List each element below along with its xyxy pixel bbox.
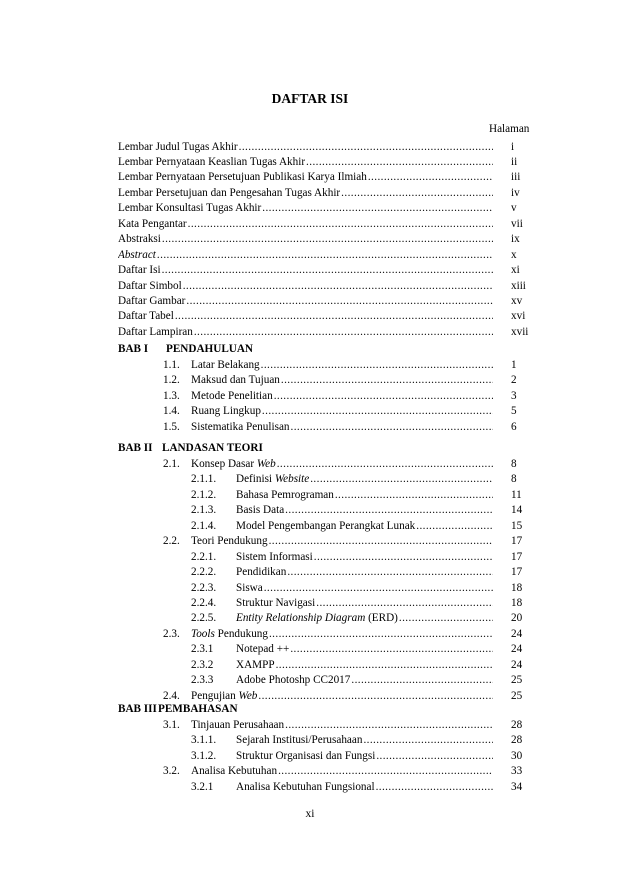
dot-leader <box>285 503 493 518</box>
dot-leader <box>277 457 493 472</box>
dot-leader <box>416 519 493 534</box>
toc-entry-page: 8 <box>511 473 517 486</box>
toc-entry <box>163 534 493 549</box>
toc-entry-title: Lembar Pernyataan Keaslian Tugas Akhir <box>118 155 306 168</box>
toc-entry-page: xvi <box>511 310 526 323</box>
dot-leader <box>368 170 493 185</box>
toc-entry <box>118 232 493 247</box>
toc-entry-title: Abstraksi <box>118 233 161 246</box>
toc-entry-title: Metode Penelitian <box>191 389 273 402</box>
dot-leader <box>335 488 493 503</box>
dot-leader <box>239 140 493 155</box>
dot-leader <box>276 658 493 673</box>
dot-leader <box>376 749 493 764</box>
dot-leader <box>287 565 493 580</box>
toc-entry-page: 18 <box>511 581 523 594</box>
toc-entry-number: 3.2.1 <box>191 780 214 793</box>
toc-entry-page: 8 <box>511 457 517 470</box>
dot-leader <box>363 733 493 748</box>
toc-entry-title: Struktur Organisasi dan Fungsi <box>236 749 376 762</box>
toc-entry-title: Tinjauan Perusahaan <box>191 718 285 731</box>
toc-entry <box>163 373 493 388</box>
toc-entry-page: 25 <box>511 674 523 687</box>
dot-leader <box>316 596 493 611</box>
toc-entry-number: 1.4. <box>163 405 180 418</box>
toc-entry-title: Maksud dan Tujuan <box>191 374 280 387</box>
toc-entry-page: 14 <box>511 504 523 517</box>
toc-entry-page: i <box>511 140 515 153</box>
page-title: DAFTAR ISI <box>271 91 349 106</box>
dot-leader <box>258 689 493 704</box>
dot-leader <box>194 325 493 340</box>
dot-leader <box>175 309 493 324</box>
toc-entry-number: 2.1.2. <box>191 488 217 501</box>
toc-entry-title: Daftar Simbol <box>118 279 182 292</box>
toc-entry-title: Lembar Konsultasi Tugas Akhir <box>118 202 262 215</box>
dot-leader <box>262 404 493 419</box>
toc-entry-page: xv <box>511 295 523 307</box>
toc-entry <box>118 263 493 278</box>
toc-entry-number: 2.3.1 <box>191 643 214 656</box>
dot-leader <box>183 279 493 294</box>
toc-entry <box>191 503 493 518</box>
toc-entry-title: Adobe Photoshp CC2017 <box>236 674 351 687</box>
toc-entry-title: Daftar Gambar <box>118 295 186 307</box>
toc-entry-title: Latar Belakang <box>191 358 260 371</box>
toc-entry-title: Daftar Tabel <box>118 310 174 323</box>
toc-entry-title: Analisa Kebutuhan Fungsional <box>236 780 375 793</box>
chapter-title: PEMBAHASAN <box>158 702 238 715</box>
toc-entry-page: x <box>511 248 517 261</box>
dot-leader <box>310 472 493 487</box>
toc-entry <box>163 764 493 779</box>
toc-entry <box>191 488 493 503</box>
toc-entry <box>163 420 493 435</box>
toc-entry-page: 33 <box>511 765 523 778</box>
toc-entry-page: 28 <box>511 734 523 747</box>
toc-entry-title: Daftar Isi <box>118 264 161 277</box>
toc-entry-title: Ruang Lingkup <box>191 405 261 418</box>
toc-entry-number: 2.2.5. <box>191 612 217 625</box>
toc-entry <box>118 155 493 170</box>
toc-entry-title: Sistem Informasi <box>236 550 313 563</box>
toc-entry <box>118 186 493 201</box>
toc-entry-title: Model Pengembangan Perangkat Lunak <box>236 519 416 532</box>
toc-entry <box>191 658 493 673</box>
toc-entry-page: 25 <box>511 689 523 702</box>
toc-entry-page: 11 <box>511 488 522 501</box>
toc-entry <box>191 596 493 611</box>
toc-entry-page: ii <box>511 155 518 168</box>
toc-entry-page: 15 <box>511 519 523 532</box>
toc-entry-number: 2.1.3. <box>191 504 217 517</box>
toc-entry <box>118 170 493 185</box>
toc-entry-number: 2.2.3. <box>191 581 217 594</box>
chapter-title: PENDAHULUAN <box>166 342 254 355</box>
toc-entry <box>191 673 493 688</box>
toc-entry-title: Sistematika Penulisan <box>191 420 290 433</box>
toc-entry-page: xiii <box>511 279 526 292</box>
dot-leader <box>376 780 493 795</box>
toc-entry <box>118 294 493 309</box>
toc-entry-number: 3.1.2. <box>191 749 217 762</box>
toc-entry <box>191 472 493 487</box>
dot-leader <box>264 581 493 596</box>
toc-entry-page: ix <box>511 233 520 246</box>
toc-entry-page: 34 <box>511 780 523 793</box>
dot-leader <box>351 673 493 688</box>
toc-entry-title: Lembar Persetujuan dan Pengesahan Tugas Akhir <box>118 186 341 199</box>
page-number: xi <box>305 808 315 820</box>
toc-entry-page: iv <box>511 186 520 199</box>
toc-entry-page: vii <box>511 217 523 230</box>
toc-entry <box>163 389 493 404</box>
chapter-heading <box>118 702 238 717</box>
toc-entry-title: Basis Data <box>236 504 285 517</box>
toc-entry <box>118 201 493 216</box>
toc-entry-number: 1.5. <box>163 420 180 433</box>
toc-entry-number: 3.2. <box>163 765 180 778</box>
toc-entry-page: 24 <box>511 627 523 640</box>
toc-entry-number: 2.1.1. <box>191 473 217 486</box>
chapter-title: LANDASAN TEORI <box>162 441 263 454</box>
toc-entry-page: xi <box>511 264 520 277</box>
toc-entry <box>191 749 493 764</box>
halaman-label: Halaman <box>489 123 530 135</box>
toc-entry-page: v <box>511 202 517 215</box>
toc-entry-title: XAMPP <box>236 658 275 671</box>
chapter-number: BAB II <box>118 441 153 454</box>
dot-leader <box>262 201 493 216</box>
dot-leader <box>188 217 493 232</box>
toc-entry-number: 2.2.2. <box>191 566 217 579</box>
dot-leader <box>269 627 493 642</box>
toc-entry-title: Pendidikan <box>236 566 287 579</box>
dot-leader <box>281 373 493 388</box>
dot-leader <box>157 248 493 263</box>
dot-leader <box>162 263 493 278</box>
toc-entry-title: Lembar Pernyataan Persetujuan Publikasi Karya Ilmiah <box>118 171 367 184</box>
toc-entry-number: 3.1.1. <box>191 734 217 747</box>
dot-leader <box>314 550 493 565</box>
toc-entry-page: 2 <box>511 374 517 387</box>
dot-leader <box>291 420 493 435</box>
toc-entry <box>191 611 493 626</box>
toc-entry-page: 17 <box>511 535 523 548</box>
toc-entry-page: 24 <box>511 658 523 671</box>
toc-entry-number: 2.4. <box>163 689 180 702</box>
toc-entry-number: 3.1. <box>163 718 180 731</box>
toc-entry-number: 1.3. <box>163 389 180 402</box>
dot-leader <box>306 155 493 170</box>
toc-entry <box>191 733 493 748</box>
toc-entry-page: 24 <box>511 643 523 656</box>
dot-leader <box>274 389 493 404</box>
toc-entry <box>163 457 493 472</box>
toc-entry-title: Daftar Lampiran <box>118 325 193 338</box>
toc-entry-page: 30 <box>511 749 523 762</box>
toc-entry-page: 20 <box>511 612 523 625</box>
toc-entry-title: Analisa Kebutuhan <box>191 765 278 778</box>
dot-leader <box>399 611 493 626</box>
toc-entry-number: 1.1. <box>163 358 180 371</box>
toc-entry <box>118 309 493 324</box>
toc-entry <box>191 519 493 534</box>
dot-leader <box>261 358 493 373</box>
toc-entry-number: 1.2. <box>163 374 180 387</box>
toc-entry-title: Siswa <box>236 581 263 594</box>
toc-entry <box>191 780 493 795</box>
toc-entry-number: 2.3. <box>163 627 180 640</box>
toc-entry-page: xvii <box>511 325 529 338</box>
toc-entry-page: iii <box>511 171 521 184</box>
dot-leader <box>285 718 493 733</box>
toc-entry <box>191 581 493 596</box>
toc-entry-number: 2.2. <box>163 535 180 548</box>
toc-entry-number: 2.1.4. <box>191 519 217 532</box>
toc-entry <box>118 248 493 263</box>
toc-entry-title: Definisi Website <box>236 473 310 486</box>
toc-entry <box>163 718 493 733</box>
toc-entry-title: Pengujian Web <box>191 689 258 702</box>
toc-entry-number: 2.1. <box>163 457 180 470</box>
toc-entry <box>163 627 493 642</box>
toc-entry <box>191 550 493 565</box>
toc-entry-title: Struktur Navigasi <box>236 597 316 609</box>
toc-entry <box>191 565 493 580</box>
toc-entry-page: 5 <box>511 405 517 418</box>
chapter-heading <box>118 342 253 357</box>
dot-leader <box>186 294 493 309</box>
toc-entry-page: 28 <box>511 718 523 731</box>
toc-entry-title: Bahasa Pemrograman <box>236 488 334 501</box>
toc-entry-title: Konsep Dasar Web <box>191 457 276 470</box>
dot-leader <box>341 186 493 201</box>
toc-entry-title: Notepad ++ <box>236 643 290 656</box>
toc-entry-title: Abstract <box>118 248 156 261</box>
toc-entry <box>118 140 493 155</box>
chapter-number: BAB I <box>118 342 149 355</box>
toc-entry-number: 2.3.2 <box>191 658 214 671</box>
toc-entry-title: Teori Pendukung <box>191 535 268 548</box>
toc-entry-number: 2.2.1. <box>191 550 217 563</box>
toc-entry <box>163 404 493 419</box>
toc-entry <box>191 642 493 657</box>
toc-entry-title: Lembar Judul Tugas Akhir <box>118 140 238 153</box>
toc-entry-title: Entity Relationship Diagram (ERD) <box>236 612 398 625</box>
toc-entry <box>118 279 493 294</box>
toc-entry <box>118 325 493 340</box>
dot-leader <box>290 642 493 657</box>
toc-entry-title: Sejarah Institusi/Perusahaan <box>236 734 363 747</box>
toc-entry-page: 1 <box>511 358 517 371</box>
dot-leader <box>278 764 493 779</box>
chapter-heading <box>118 441 263 456</box>
toc-entry-number: 2.3.3 <box>191 674 214 687</box>
toc-entry-page: 6 <box>511 420 517 433</box>
chapter-number: BAB III <box>118 702 157 715</box>
toc-entry-page: 3 <box>511 389 517 402</box>
toc-entry-page: 18 <box>511 597 523 609</box>
dot-leader <box>269 534 493 549</box>
toc-entry-title: Tools Pendukung <box>191 627 268 640</box>
dot-leader <box>162 232 493 247</box>
toc-entry-title: Kata Pengantar <box>118 217 187 230</box>
toc-entry <box>163 358 493 373</box>
toc-entry-number: 2.2.4. <box>191 597 217 609</box>
toc-entry-page: 17 <box>511 550 523 563</box>
toc-entry-page: 17 <box>511 566 523 579</box>
toc-entry <box>118 217 493 232</box>
